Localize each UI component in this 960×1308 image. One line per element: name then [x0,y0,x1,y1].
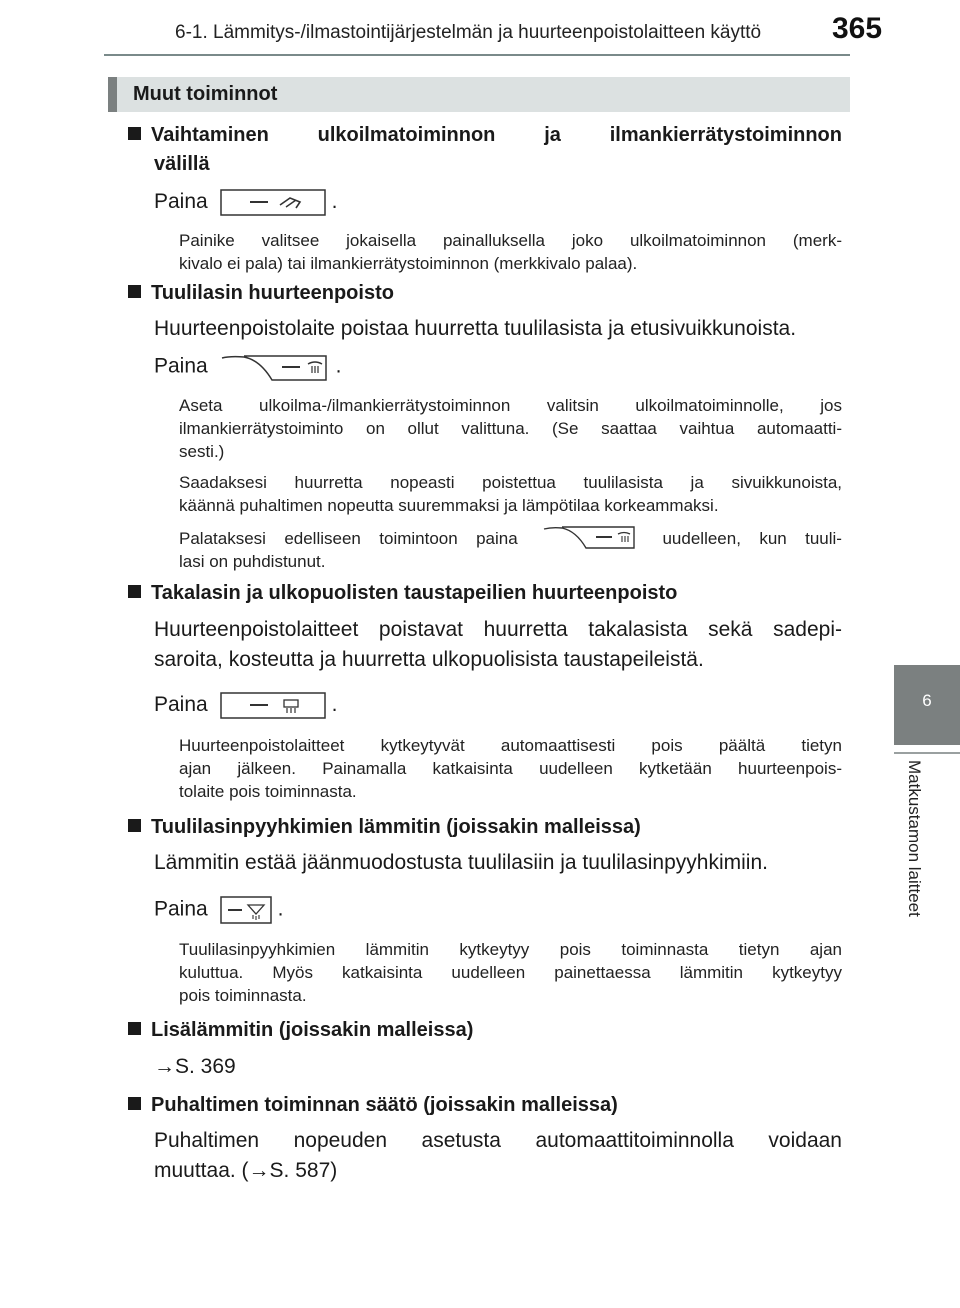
windshield-defroster-icon [542,524,638,550]
chapter-tab [894,665,960,745]
item-body: Puhaltimen nopeuden asetusta automaattitoiminnolla voidaan [154,1129,842,1152]
chapter-number: 6 [922,691,932,710]
recirculation-button [220,189,326,216]
note: Painike valitsee jokaisella painalluksella joko ulkoilmatoiminnon (merk- kivalo ei pala) tai ilmankierrätystoiminnon (merkkivalo palaa). [179,231,842,273]
windshield-defroster-icon [220,352,330,382]
press-instruction: Paina . [154,189,337,216]
note: Huurteenpoistolaitteet kytkeytyvät automaattisesti pois päältä tietyn ajan jälkeen. Painamalla katkaisinta uudelleen kytketään huurteenpois- tolaite pois toiminnasta. [179,736,842,801]
item-heading: Puhaltimen toiminnan säätö (joissakin malleissa) [128,1094,618,1117]
page-reference: →S. 369 [154,1055,236,1078]
header-rule [104,54,850,56]
side-rule [894,752,960,754]
running-header: 6-1. Lämmitys-/ilmastointijärjestelmän ja huurteenpoistolaitteen käyttö [175,22,762,43]
square-bullet-icon [128,819,141,832]
item-heading: Lisälämmitin (joissakin malleissa) [128,1019,473,1042]
item-heading: Tuulilasinpyyhkimien lämmitin (joissakin malleissa) [128,816,641,839]
note: Saadaksesi huurretta nopeasti poistettua tuulilasista ja sivuikkunoista, käännä puhaltimen nopeutta suuremmaksi ja lämpötilaa korkeammaksi. [179,473,842,515]
page-number: 365 [832,12,883,45]
square-bullet-icon [128,127,141,140]
item-body: Huurteenpoistolaite poistaa huurretta tuulilasista ja etusivuikkunoista. [154,317,797,340]
note: Palataksesi edelliseen toimintoon paina uudelleen, kun tuuli- lasi on puhdistunut. [179,524,842,573]
item-heading-continued: välillä [154,153,210,175]
square-bullet-icon [128,1097,141,1110]
recirculation-icon [220,189,326,216]
section-title: Muut toiminnot [133,83,278,105]
item-heading: Tuulilasin huurteenpoisto [128,282,394,305]
note: Tuulilasinpyyhkimien lämmitin kytkeytyy pois toiminnasta tietyn ajan kuluttua. Myös katkaisinta uudelleen painettaessa lämmitin kytkeytyy pois toiminnasta. [179,940,842,1005]
item-body-continued: muuttaa. (→S. 587) [154,1159,338,1182]
section-banner [108,77,850,112]
press-instruction: Paina . [154,896,283,924]
windshield-defroster-button [220,352,330,382]
press-instruction: Paina . [154,352,341,382]
item-body: Huurteenpoistolaitteet poistavat huurretta takalasista sekä sadepi- [154,618,842,641]
item-body-continued: saroita, kosteutta ja huurretta ulkopuolisista taustapeileistä. [154,648,704,671]
square-bullet-icon [128,285,141,298]
square-bullet-icon [128,1022,141,1035]
item-body: Lämmitin estää jäänmuodostusta tuulilasiin ja tuulilasinpyyhkimiin. [154,851,768,874]
wiper-deicer-icon [220,896,272,924]
item-heading: Vaihtaminen ulkoilmatoiminnon ja ilmankierrätystoiminnon [128,124,842,147]
rear-defogger-icon [220,692,326,719]
wiper-deicer-button [220,896,272,924]
rear-defogger-button [220,692,326,719]
windshield-defroster-button [542,524,638,550]
press-instruction: Paina . [154,692,337,719]
item-heading: Takalasin ja ulkopuolisten taustapeilien huurteenpoisto [128,582,677,605]
note: Aseta ulkoilma-/ilmankierrätystoiminnon valitsin ulkoilmatoiminnolle, jos ilmankierrätystoiminto on ollut valittuna. (Se saattaa vaihtua automaatti- sesti.) [179,396,842,461]
chapter-label: Matkustamon laitteet [905,760,924,917]
square-bullet-icon [128,585,141,598]
